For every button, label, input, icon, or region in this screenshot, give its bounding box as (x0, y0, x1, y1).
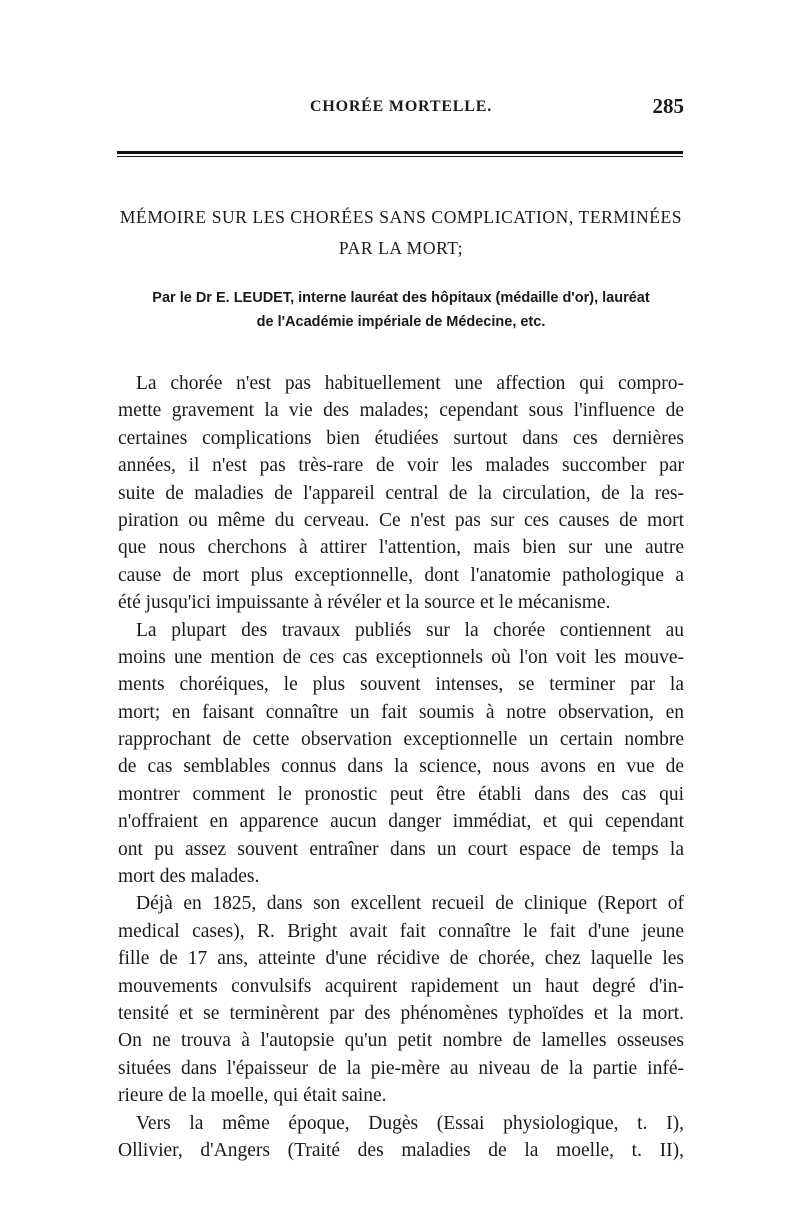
running-title: CHORÉE MORTELLE. (309, 98, 493, 115)
body-line: moins une mention de ces cas exceptionnels où l'on voit les mouve- (118, 646, 684, 668)
body-text (118, 370, 684, 1164)
author-byline (118, 286, 684, 334)
body-line: mouvements convulsifs acquirent rapidement un haut degré d'in- (118, 975, 684, 997)
body-line: Déjà en 1825, dans son excellent recueil de clinique (Report of (136, 893, 684, 915)
body-line: que nous cherchons à attirer l'attention, mais bien sur une autre (118, 537, 684, 559)
running-head (118, 94, 684, 128)
body-line: Ollivier, d'Angers (Traité des maladies de la moelle, t. II), (118, 1139, 684, 1161)
body-line: mort des malades. (118, 866, 260, 888)
body-line: montrer comment le pronostic peut être établi dans des cas qui (118, 783, 684, 805)
byline-line-2: de l'Académie impériale de Médecine, etc. (256, 314, 546, 330)
memoir-title (118, 202, 684, 264)
body-line: La chorée n'est pas habituellement une affection qui compro- (136, 373, 684, 394)
body-line: cause de mort plus exceptionnelle, dont l'anatomie pathologique a (118, 564, 684, 586)
byline-line-1: Par le Dr E. LEUDET, interne lauréat des hôpitaux (médaille d'or), lauréat (152, 290, 650, 306)
body-line: situées dans l'épaisseur de la pie-mère au niveau de la partie infé- (118, 1057, 684, 1079)
body-line: années, il n'est pas très-rare de voir les malades succomber par (118, 455, 684, 477)
body-line: piration ou même du cerveau. Ce n'est pas sur ces causes de mort (118, 509, 684, 531)
body-line: été jusqu'ici impuissante à révéler et la source et le mécanisme. (118, 592, 611, 614)
body-line: rieure de la moelle, qui était saine. (118, 1085, 387, 1107)
body-line: Vers la même époque, Dugès (Essai physiologique, t. I), (136, 1112, 684, 1134)
header-rule-thin (117, 156, 683, 157)
body-line: suite de maladies de l'appareil central de la circulation, de la res- (118, 482, 684, 504)
body-line: medical cases), R. Bright avait fait connaître le fait d'une jeune (118, 920, 684, 942)
body-line: ont pu assez souvent entraîner dans un court espace de temps la (118, 838, 684, 860)
body-line: rapprochant de cette observation exceptionnelle un certain nombre (118, 729, 684, 751)
memoir-title-line-2: PAR LA MORT; (338, 238, 464, 258)
body-line: tensité et se terminèrent par des phénomènes typhoïdes et la mort. (118, 1002, 684, 1024)
header-rule-thick (117, 151, 683, 154)
body-line: ments choréiques, le plus souvent intenses, se terminer par la (118, 674, 684, 696)
memoir-title-line-1: MÉMOIRE SUR LES CHORÉES SANS COMPLICATION, TERMINÉES (119, 207, 683, 227)
body-line: On ne trouva à l'autopsie qu'un petit nombre de lamelles osseuses (118, 1030, 684, 1052)
body-line: mort; en faisant connaître un fait soumis à notre observation, en (118, 701, 684, 723)
body-line: n'offraient en apparence aucun danger immédiat, et qui cependant (118, 811, 684, 833)
body-line: de cas semblables connus dans la science, nous avons en vue de (118, 756, 684, 778)
body-line: certaines complications bien étudiées surtout dans ces dernières (118, 427, 684, 449)
body-line: La plupart des travaux publiés sur la chorée contiennent au (136, 619, 684, 641)
body-line: mette gravement la vie des malades; cependant sous l'influence de (118, 400, 684, 422)
body-line: fille de 17 ans, atteinte d'une récidive de chorée, chez laquelle les (118, 948, 684, 970)
page-number: 285 (652, 94, 684, 118)
